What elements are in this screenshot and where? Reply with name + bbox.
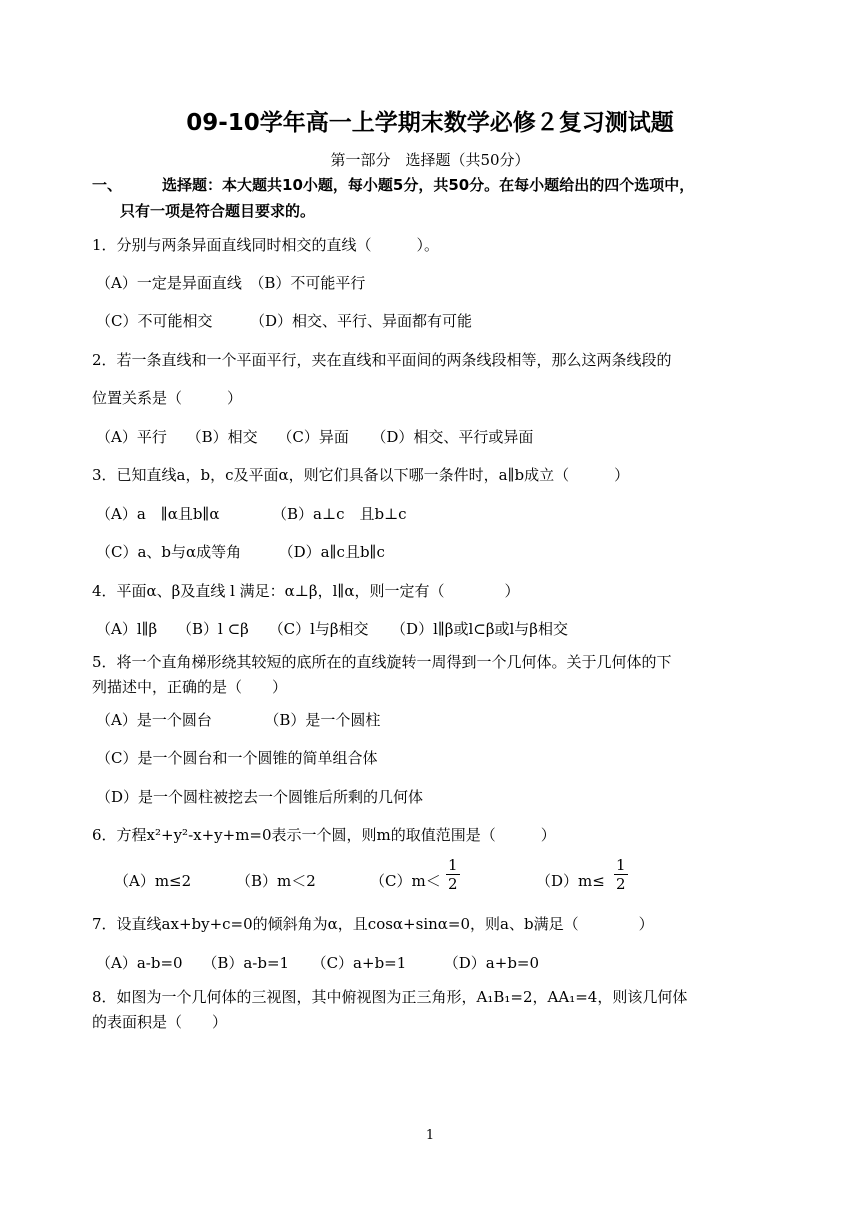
fraction-denominator: 2 <box>448 875 458 893</box>
question-2-options: （A）平行 （B）相交 （C）异面 （D）相交、平行或异面 <box>96 428 534 446</box>
section-number: 一、 <box>92 176 123 194</box>
question-6-option-b: （B）m＜2 <box>236 872 316 890</box>
section-instruction-line1: 选择题：本大题共10小题，每小题5分，共50分。在每小题给出的四个选项中， <box>162 176 695 194</box>
question-5-options-ab: （A）是一个圆台 （B）是一个圆柱 <box>96 711 381 729</box>
section-instruction-line2: 只有一项是符合题目要求的。 <box>120 202 316 220</box>
fraction-numerator: 1 <box>448 856 458 874</box>
page-number: 1 <box>425 1128 435 1143</box>
fraction-denominator: 2 <box>616 875 626 893</box>
question-1: 1．分别与两条异面直线同时相交的直线（ ）。 <box>92 236 440 254</box>
question-5-option-c: （C）是一个圆台和一个圆锥的简单组合体 <box>96 749 378 767</box>
question-6: 6．方程x²+y²-x+y+m=0表示一个圆，则m的取值范围是（ ） <box>92 826 556 844</box>
question-8-line1: 8．如图为一个几何体的三视图，其中俯视图为正三角形，A₁B₁=2，AA₁=4，则该几何体 <box>92 988 688 1006</box>
question-3-options-cd: （C）a、b与α成等角 （D）a∥c且b∥c <box>96 543 385 561</box>
part-heading: 第一部分 选择题（共50分） <box>330 151 530 169</box>
question-5-line1: 5．将一个直角梯形绕其较短的底所在的直线旋转一周得到一个几何体。关于几何体的下 <box>92 653 672 671</box>
question-4: 4．平面α、β及直线 l 满足：α⊥β，l∥α，则一定有（ ） <box>92 582 520 600</box>
question-1-options-ab: （A）一定是异面直线 （B）不可能平行 <box>96 274 366 292</box>
fraction-numerator: 1 <box>616 856 626 874</box>
question-6-option-c: （C）m＜ <box>370 872 441 890</box>
question-2-line2: 位置关系是（ ） <box>92 389 243 407</box>
question-8-line2: 的表面积是（ ） <box>92 1013 228 1031</box>
question-6-option-a: （A）m≤2 <box>114 872 192 890</box>
question-4-options: （A）l∥β （B）l ⊂β （C）l与β相交 （D）l∥β或l⊂β或l与β相交 <box>96 620 568 638</box>
page-title: 09-10学年高一上学期末数学必修２复习测试题 <box>186 110 674 136</box>
question-1-options-cd: （C）不可能相交 （D）相交、平行、异面都有可能 <box>96 312 473 330</box>
fraction-one-half-d <box>614 856 628 893</box>
question-3: 3．已知直线a，b，c及平面α，则它们具备以下哪一条件时，a∥b成立（ ） <box>92 466 630 484</box>
question-7-options: （A）a-b=0 （B）a-b=1 （C）a+b=1 （D）a+b=0 <box>96 954 540 972</box>
question-3-options-ab: （A）a ∥α且b∥α （B）a⊥c 且b⊥c <box>96 505 407 523</box>
question-2-line1: 2．若一条直线和一个平面平行，夹在直线和平面间的两条线段相等，那么这两条线段的 <box>92 351 672 369</box>
question-5-option-d: （D）是一个圆柱被挖去一个圆锥后所剩的几何体 <box>96 788 424 806</box>
question-6-option-d: （D）m≤ <box>536 872 605 890</box>
question-5-line2: 列描述中，正确的是（ ） <box>92 678 288 696</box>
question-7: 7．设直线ax+by+c=0的倾斜角为α，且cosα+sinα=0，则a、b满足（ ） <box>92 915 654 933</box>
fraction-one-half-c <box>446 856 460 893</box>
